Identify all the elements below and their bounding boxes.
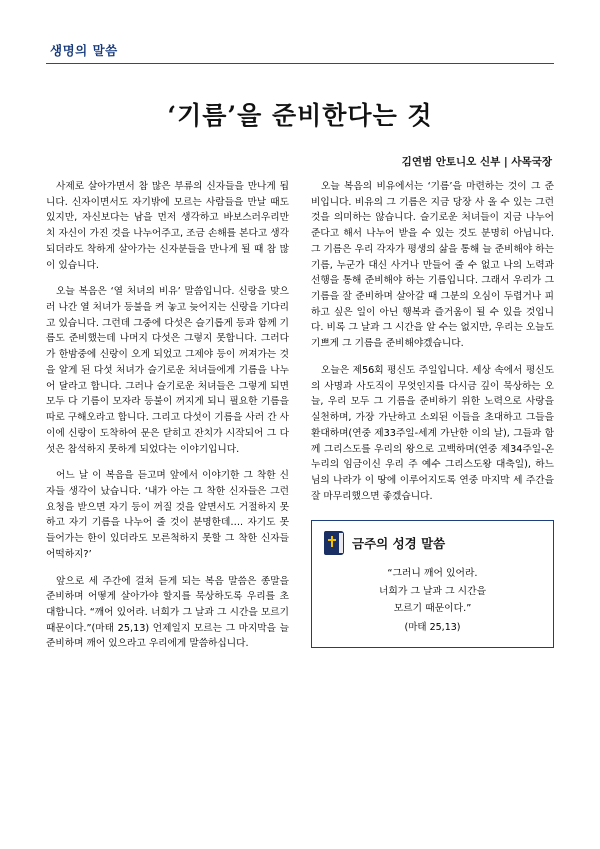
- scripture-box: [311, 520, 554, 647]
- paragraph: 사제로 살아가면서 참 많은 부류의 신자들을 만나게 됩니다. 신자이면서도 자기밖에 모르는 사람들을 만날 때도 있지만, 자신보다는 남을 먼저 생각하고 바보스러우리만치 자신이 가진 것을 나누어주고, 조금 손해를 본다고 생각되더라도 착하게 살아가는 신자분들을 만나게 될 때 참 많이 있습니다.: [46, 181, 289, 271]
- paragraph: 오늘 복음은 ‘열 처녀의 비유’ 말씀입니다. 신랑을 맞으러 나간 열 처녀가 등불을 켜 놓고 늦어지는 신랑을 기다리고 있습니다. 그런데 그중에 다섯은 슬기롭게 등과 함께 기름도 준비했는데 나머지 다섯은 그렇지 못합니다. 그러다가 한밤중에 신랑이 오게 되었고 그제야 등이 꺼져가는 것을 알게 된 다섯 처녀가 슬기로운 처녀들에게 기름을 나누어 달라고 합니다. 그러나 슬기로운 처녀들은 그렇게 되면 모두 다 기름이 모자라 등불이 꺼지게 되니 필요한 기름을 따로 구해오라고 합니다. 그리고 다섯이 기름을 사러 간 사이에 신랑이 도착하여 문은 닫히고 잔치가 시작되어 그 다섯은 참석하지 못하게 되었다는 이야기입니다.: [46, 286, 289, 455]
- scripture-line: 너희가 그 날과 그 시간을: [378, 585, 487, 597]
- scripture-heading: 금주의 성경 말씀: [352, 536, 446, 552]
- scripture-header: [324, 531, 541, 555]
- paragraph: 오늘은 제56회 평신도 주일입니다. 세상 속에서 평신도의 사명과 사도직이 무엇인지를 다시금 깊이 묵상하는 오늘, 우리 모두 그 기름을 준비하기 위한 노력으로 사랑을 실천하며, 가장 가난하고 소외된 이들을 초대하고 그들을 환대하며(연중 제33주일-세계 가난한 이의 날), 그들과 함께 그리스도를 우리의 왕으로 고백하며(연중 제34주일-온 누리의 임금이신 우리 주 예수 그리스도왕 대축일), 하느님의 나라가 이 땅에 이루어지도록 연중 마지막 세 주간을 잘 마무리했으면 좋겠습니다.: [311, 364, 554, 502]
- article-columns: [46, 179, 554, 663]
- scripture-reference: (마태 25,13): [404, 621, 461, 633]
- scripture-line: “그러니 깨어 있어라.: [387, 568, 478, 580]
- title-block: [46, 96, 554, 132]
- page-title: ‘기름’을 준비한다는 것: [167, 101, 433, 130]
- scripture-line: 모르기 때문이다.”: [393, 602, 472, 614]
- paragraph: 어느 날 이 복음을 듣고며 앞에서 이야기한 그 착한 신자들 생각이 났습니다. ‘내가 아는 그 착한 신자들은 그런 요청을 받으면 자기 등이 꺼질 것을 알면서도 거절하지 못하고 자기 기름을 나누어 줄 것이 분명한데…. 자기도 못 들어가는 한이 있더라도 모른척하지 못할 그 착한 신자들 어떡하지?’: [46, 470, 289, 560]
- paragraph: 오늘 복음의 비유에서는 ‘기름’을 마련하는 것이 그 준비입니다. 비유의 그 기름은 지금 당장 사 올 수 있는 그런 것을 의미하는 않습니다. 슬기로운 처녀들이 지금 나누어 준다고 해서 나누어 받을 수 있는 것도 분명히 아닙니다. 그 기름은 우리 각자가 평생의 삶을 통해 늘 준비해야 하는 기름, 누군가 대신 사거나 만들어 줄 수 없고 나의 노력과 선행을 통해 준비해야 하는 기름입니다. 그래서 우리가 그 기름을 잘 준비하며 살아갈 때 그분의 오심이 두렵거나 피하고 싶은 일이 아닌 행복과 즐거움이 될 수 있을 것입니다. 비록 그 날과 그 시간을 알 수는 없지만, 우리는 오늘도 기쁘게 그 기름을 준비해야겠습니다.: [311, 181, 554, 350]
- bible-icon: [324, 531, 344, 555]
- masthead: [46, 40, 554, 70]
- right-column: [311, 179, 554, 648]
- paragraph: 앞으로 세 주간에 걸쳐 듣게 되는 복음 말씀은 종말을 준비하며 어떻게 살아가야 할지를 묵상하도록 우리를 초대합니다. “깨어 있어라. 너희가 그 날과 그 시간을 모르기 때문이다.”(마태 25,13) 언제일지 모르는 그 마지막을 늘 준비하며 깨어 있으라고 우리에게 말씀하십니다.: [46, 575, 289, 650]
- scripture-text: [324, 565, 541, 616]
- masthead-divider: [46, 63, 554, 64]
- left-column: [46, 179, 289, 663]
- masthead-label: 생명의 말씀: [50, 43, 118, 58]
- byline: 김연범 안토니오 신부 | 사목국장: [401, 156, 552, 168]
